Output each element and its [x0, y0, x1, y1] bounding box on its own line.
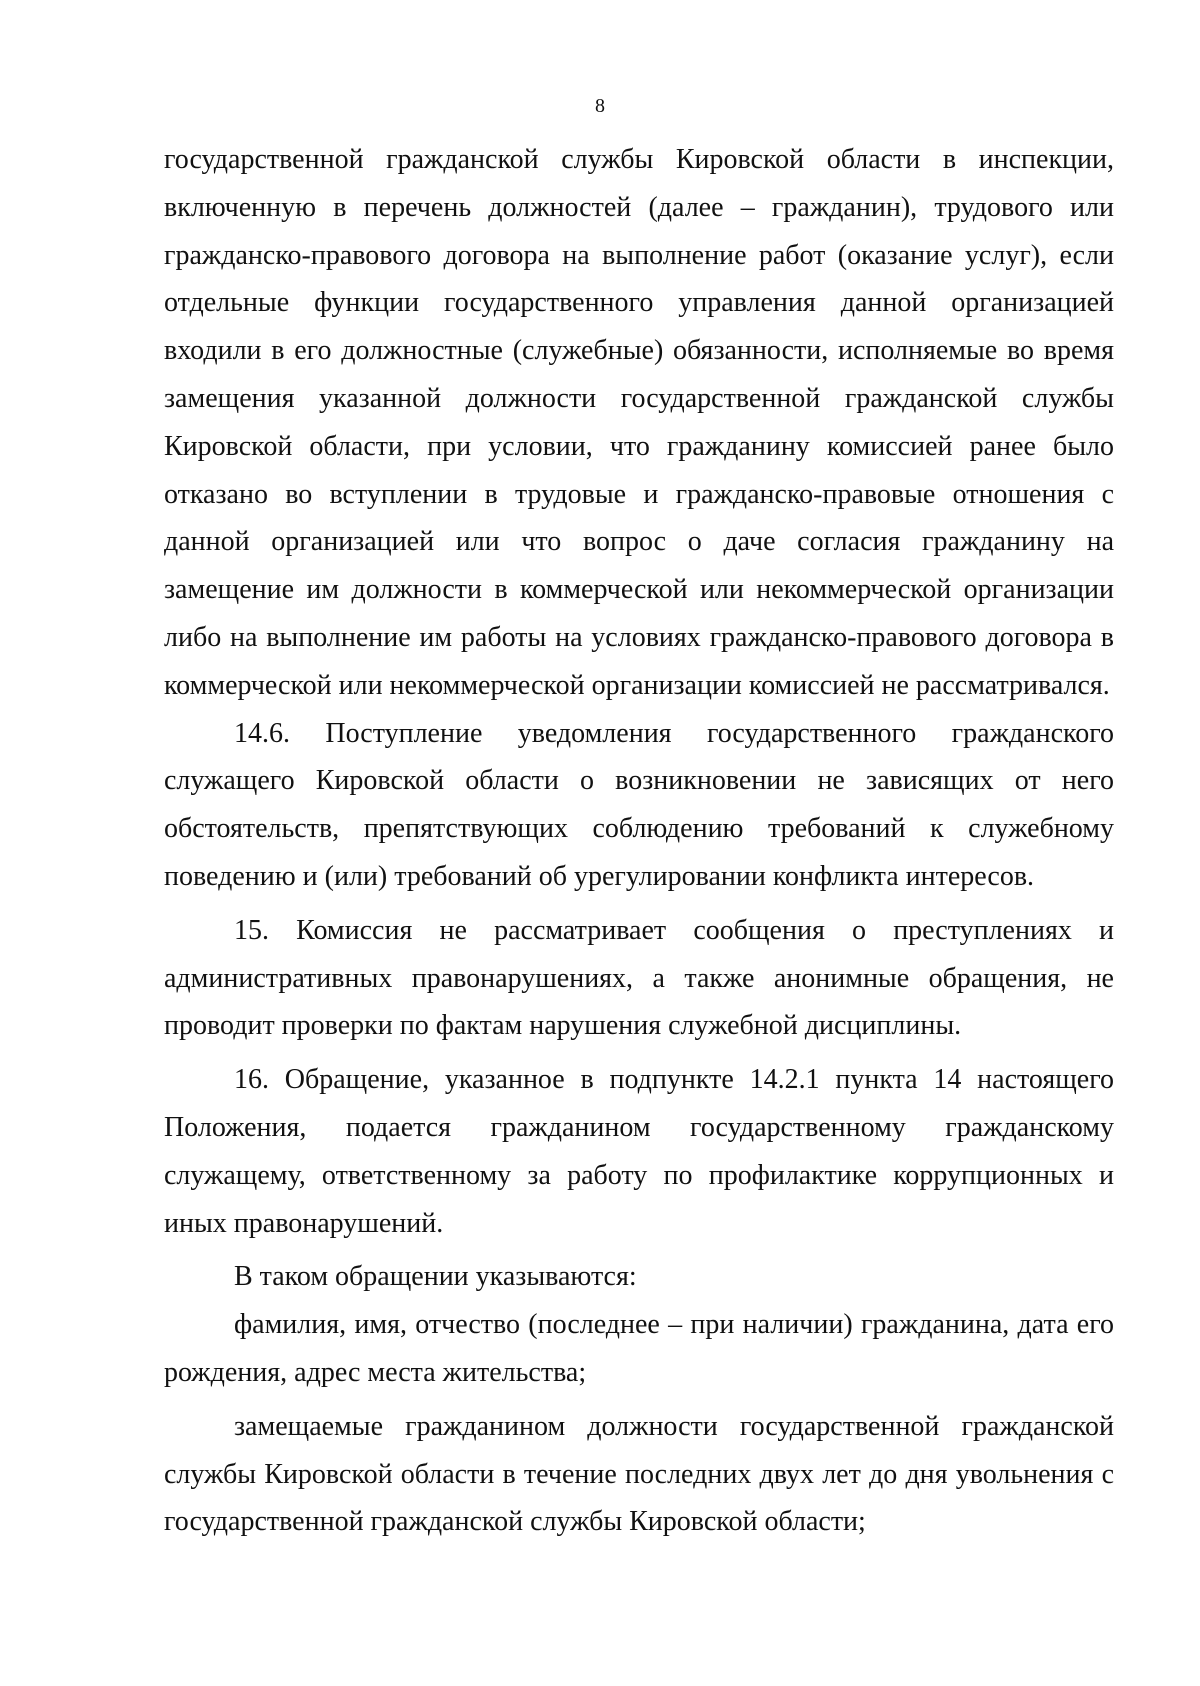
- paragraph-15: 15. Комиссия не рассматривает сообщения о преступлениях и административных правонарушениях, а также анонимные обращения, не проводит проверки по фактам нарушения служебной дисциплины.: [164, 914, 1114, 1042]
- paragraph-continuation: государственной гражданской службы Кировской области в инспекции, включенную в перечень должностей (далее – гражданин), трудового или гражданско-правового договора на выполнение работ (оказание услуг), если отдельные функции государственного управления данной организацией входили в его должностные (служебные) обязанности, исполняемые во время замещения указанной должности государственной гражданской службы Кировской области, при условии, что гражданину комиссией ранее было отказано во вступлении в трудовые и гражданско-правовые отношения с данной организацией или что вопрос о даче согласия гражданину на замещение им должности в коммерческой или некоммерческой организации либо на выполнение им работы на условиях гражданско-правового договора в коммерческой или некоммерческой организации комиссией не рассматривался.: [164, 144, 1114, 701]
- paragraph-16: 16. Обращение, указанное в подпункте 14.2.1 пункта 14 настоящего Положения, подается гражданином государственному гражданскому служащему, ответственному за работу по профилактике коррупционных и иных правонарушений.: [164, 1064, 1114, 1239]
- document-body: [164, 136, 1114, 1546]
- paragraph-positions-held: замещаемые гражданином должности государственной гражданской службы Кировской области в течение последних двух лет до дня увольнения с государственной гражданской службы Кировской области;: [164, 1410, 1114, 1538]
- page-number: 8: [595, 95, 605, 117]
- paragraph-appeal-contents: В таком обращении указываются:: [234, 1261, 637, 1293]
- paragraph-14-6: 14.6. Поступление уведомления государственного гражданского служащего Кировской области о возникновении не зависящих от него обстоятельств, препятствующих соблюдению требований к служебному поведению и (или) требований об урегулировании конфликта интересов.: [164, 717, 1114, 892]
- paragraph-citizen-details: фамилия, имя, отчество (последнее – при наличии) гражданина, дата его рождения, адрес места жительства;: [164, 1309, 1114, 1388]
